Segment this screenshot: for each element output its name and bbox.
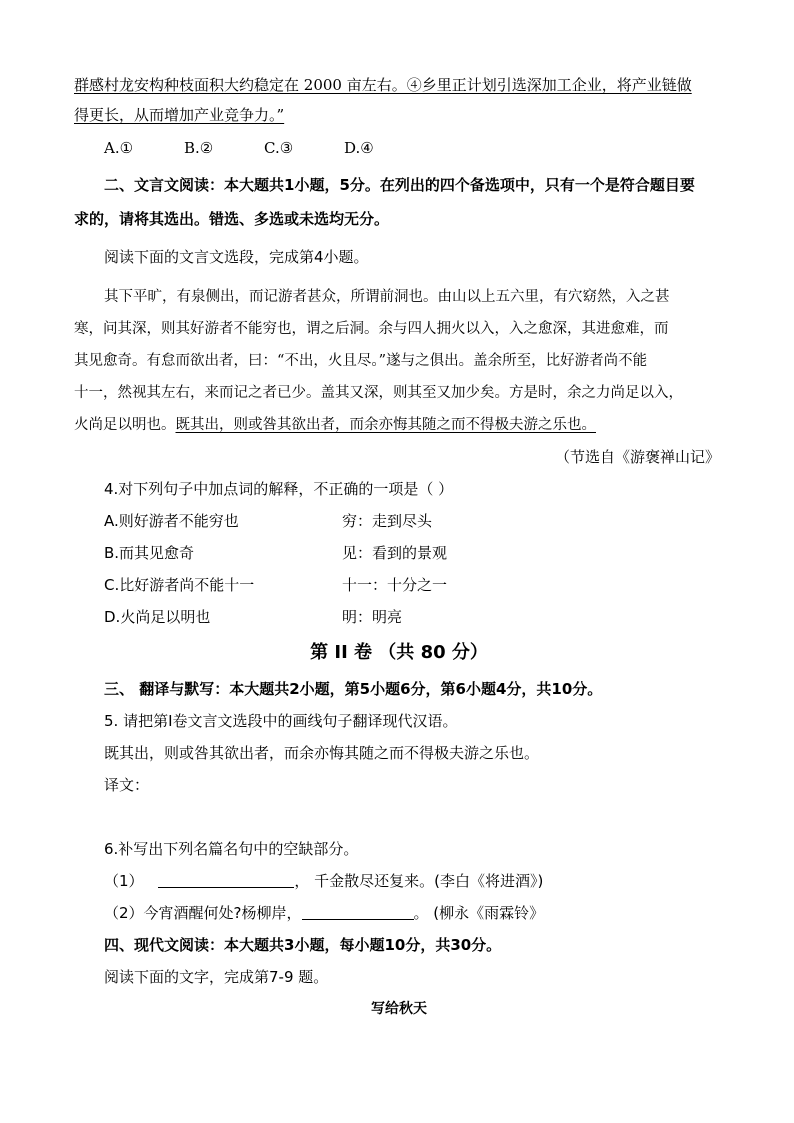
q4-option-a-explain: 穷：走到尽头 bbox=[342, 512, 433, 530]
q4-option-b bbox=[104, 542, 754, 564]
q4-option-d bbox=[104, 606, 754, 628]
passage-line-1: 其下平旷，有泉侧出，而记游者甚众，所谓前洞也。由山以上五六里，有穴窈然，入之甚 bbox=[104, 289, 670, 305]
q6-question: 6.补写出下列名篇名句中的空缺部分。 bbox=[104, 840, 359, 858]
passage-underlined-sentence: 既其出，则或咎其欲出者，而余亦悔其随之而不得极夫游之乐也。 bbox=[175, 417, 596, 433]
q6-item-1-number: （1） bbox=[104, 872, 144, 890]
q4-option-c-sentence: C.比好游者尚不能十一 bbox=[104, 576, 255, 594]
q5-sentence: 既其出，则或咎其欲出者，而余亦悔其随之而不得极夫游之乐也。 bbox=[104, 744, 540, 762]
section3-heading: 三、 翻译与默写：本大题共2小题，第5小题6分，第6小题4分，共10分。 bbox=[104, 680, 603, 698]
q4-option-a bbox=[104, 510, 754, 532]
section4-instruction: 阅读下面的文字，完成第7-9 题。 bbox=[104, 968, 329, 986]
q3-option-b: B.② bbox=[184, 139, 214, 157]
article-title: 写给秋天 bbox=[371, 1001, 427, 1017]
section2-instruction: 阅读下面的文言文选段，完成第4小题。 bbox=[104, 248, 369, 266]
q4-option-b-explain: 见：看到的景观 bbox=[342, 544, 448, 562]
q4-option-c bbox=[104, 574, 754, 596]
q6-item-1-rest: ， 千金散尽还复来。(李白《将进酒》) bbox=[294, 872, 544, 890]
passage-line-5 bbox=[74, 414, 724, 436]
q4-option-d-sentence: D.火尚足以明也 bbox=[104, 608, 211, 626]
q4-option-b-sentence: B.而其见愈奇 bbox=[104, 544, 195, 562]
part2-title: 第 II 卷 （共 80 分） bbox=[310, 642, 488, 663]
q5-question: 5. 请把第I卷文言文选段中的画线句子翻译现代汉语。 bbox=[104, 712, 458, 730]
q4-option-a-sentence: A.则好游者不能穷也 bbox=[104, 512, 239, 530]
passage-last-plain: 火尚足以明也。 bbox=[74, 417, 176, 433]
q6-item-1-blank[interactable] bbox=[158, 871, 294, 888]
q3-option-c: C.③ bbox=[264, 139, 294, 157]
q3-option-a: A.① bbox=[104, 139, 134, 157]
q6-item-2-blank[interactable] bbox=[302, 903, 414, 920]
top-passage-line-1: 群感村龙安构种枝面积大约稳定在 2000 亩左右。④乡里正计划引选深加工企业，将产业链做 bbox=[74, 76, 692, 94]
q4-option-d-explain: 明：明亮 bbox=[342, 608, 403, 626]
q4-question: 4.对下列句子中加点词的解释，不正确的一项是（ ） bbox=[104, 480, 454, 498]
top-passage-line-2: 得更长，从而增加产业竞争力。” bbox=[74, 106, 285, 124]
passage-line-3: 其见愈奇。有怠而欲出者，曰：“不出，火且尽。”遂与之俱出。盖余所至，比好游者尚不能 bbox=[74, 353, 648, 369]
passage-line-2: 寒，问其深，则其好游者不能穷也，谓之后洞。余与四人拥火以入，入之愈深，其进愈难，而 bbox=[74, 321, 669, 337]
q5-answer-label: 译文： bbox=[104, 776, 150, 794]
q6-item-2-prefix: （2）今宵酒醒何处?杨柳岸， bbox=[104, 904, 302, 922]
q3-options bbox=[104, 137, 754, 159]
q6-item-1 bbox=[104, 870, 754, 892]
section2-heading-2: 求的，请将其选出。错选、多选或未选均无分。 bbox=[74, 210, 390, 228]
q6-item-2 bbox=[104, 902, 754, 924]
q4-option-c-explain: 十一：十分之一 bbox=[342, 576, 448, 594]
q6-item-2-rest: 。 (柳永《雨霖铃》 bbox=[413, 904, 545, 922]
passage-line-4: 十一，然视其左右，来而记之者已少。盖其又深，则其至又加少矣。方是时，余之力尚足以入， bbox=[74, 385, 683, 401]
q3-option-d: D.④ bbox=[344, 139, 374, 157]
passage-source: （节选自《游褒禅山记》 bbox=[554, 448, 720, 466]
section2-heading-1: 二、文言文阅读：本大题共1小题，5分。在列出的四个备选项中，只有一个是符合题目要 bbox=[104, 176, 695, 194]
section4-heading: 四、现代文阅读：本大题共3小题，每小题10分，共30分。 bbox=[104, 936, 502, 954]
